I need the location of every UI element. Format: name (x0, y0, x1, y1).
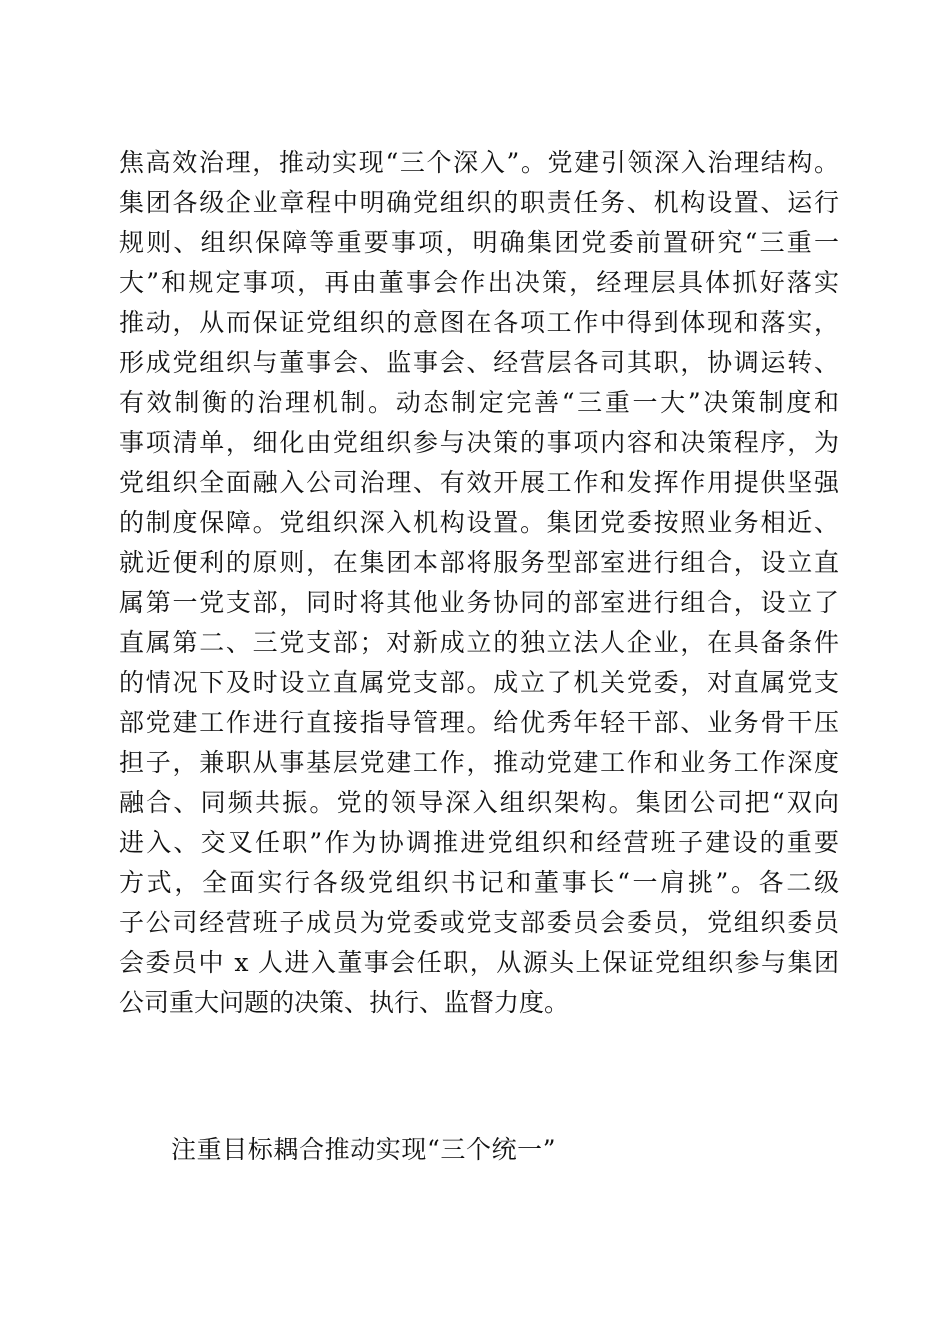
text-line: 集团各级企业章程中明确党组织的职责任务、机构设置、运行 (119, 188, 839, 217)
text-line: 党组织全面融入公司治理、有效开展工作和发挥作用提供坚强 (119, 468, 839, 497)
text-line: 公司重大问题的决策、执行、监督力度。 (119, 988, 570, 1017)
text-line: 大”和规定事项，再由董事会作出决策，经理层具体抓好落实 (119, 268, 839, 297)
text-line: 的制度保障。党组织深入机构设置。集团党委按照业务相近、 (119, 508, 839, 537)
text-line: 推动，从而保证党组织的意图在各项工作中得到体现和落实， (119, 308, 839, 337)
text-line: 有效制衡的治理机制。动态制定完善“三重一大”决策制度和 (119, 388, 839, 417)
text-line: 属第一党支部，同时将其他业务协同的部室进行组合，设立了 (119, 588, 839, 617)
text-line: 担子，兼职从事基层党建工作，推动党建工作和业务工作深度 (119, 748, 839, 777)
body-paragraph (119, 143, 839, 1023)
text-line: 规则、组织保障等重要事项，明确集团党委前置研究“三重一 (119, 228, 839, 257)
text-line: 直属第二、三党支部；对新成立的独立法人企业，在具备条件 (119, 628, 839, 657)
text-line: 融合、同频共振。党的领导深入组织架构。集团公司把“双向 (119, 788, 839, 817)
text-line: 方式，全面实行各级党组织书记和董事长“一肩挑”。各二级 (119, 868, 839, 897)
text-line: 的情况下及时设立直属党支部。成立了机关党委，对直属党支 (119, 668, 839, 697)
text-line: 部党建工作进行直接指导管理。给优秀年轻干部、业务骨干压 (119, 708, 839, 737)
section-heading: 注重目标耦合推动实现“三个统一” (171, 1135, 557, 1164)
text-line: 事项清单，细化由党组织参与决策的事项内容和决策程序，为 (119, 428, 839, 457)
text-line: 子公司经营班子成员为党委或党支部委员会委员，党组织委员 (119, 908, 839, 937)
text-line: 就近便利的原则，在集团本部将服务型部室进行组合，设立直 (119, 548, 839, 577)
text-line: 形成党组织与董事会、监事会、经营层各司其职，协调运转、 (119, 348, 839, 377)
text-line: 会委员中 x 人进入董事会任职，从源头上保证党组织参与集团 (119, 948, 839, 977)
text-line: 进入、交叉任职”作为协调推进党组织和经营班子建设的重要 (119, 828, 839, 857)
text-line: 焦高效治理，推动实现“三个深入”。党建引领深入治理结构。 (119, 148, 839, 177)
